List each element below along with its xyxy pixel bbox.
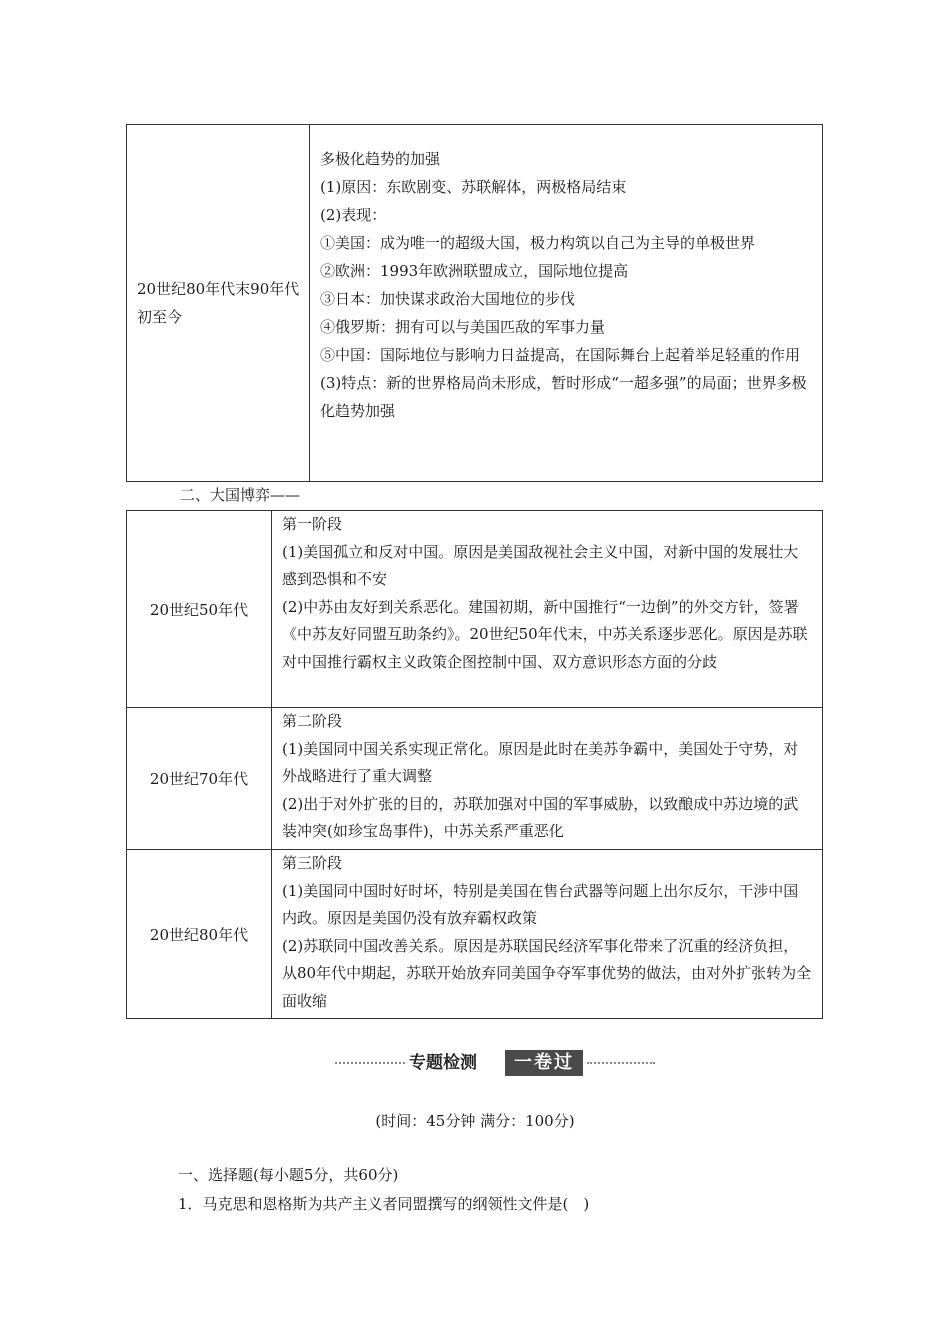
content-line: ③日本：加快谋求政治大国地位的步伐 <box>320 290 576 308</box>
table-row <box>127 511 823 708</box>
period-cell: 20世纪80年代末90年代初至今 <box>127 125 310 482</box>
content-item: (2)中苏由友好到关系恶化。建国初期，新中国推行“一边倒”的外交方针，签署《中苏友好同盟互助条约》。20世纪50年代末，中苏关系逐步恶化。原因是苏联对中国推行霸权主义政策企图控制中国、双方意识形态方面的分歧 <box>282 597 808 671</box>
stage-label: 第三阶段 <box>282 854 343 872</box>
stage-label: 第一阶段 <box>282 515 343 533</box>
content-line: (2)表现： <box>320 206 387 224</box>
table-row <box>127 708 823 850</box>
question-1: 1．马克思和恩格斯为共产主义者同盟撰写的纲领性文件是( ) <box>178 1195 590 1213</box>
content-item: (1)美国孤立和反对中国。原因是美国敌视社会主义中国，对新中国的发展壮大感到恐惧和不安 <box>282 542 799 589</box>
content-item: (1)美国同中国时好时坏，特别是美国在售台武器等问题上出尔反尔，干涉中国内政。原因是美国仍没有放弃霸权政策 <box>282 881 799 928</box>
section-title: 二、大国博弈—— <box>180 486 301 504</box>
content-line: 多极化趋势的加强 <box>320 150 441 168</box>
part-title: 一、选择题(每小题5分，共60分) <box>178 1166 399 1184</box>
content-line: (1)原因：东欧剧变、苏联解体，两极格局结束 <box>320 178 627 196</box>
banner-label: 专题检测 <box>409 1053 477 1073</box>
content-cell <box>272 850 823 1019</box>
content-cell <box>310 125 823 482</box>
content-line: (3)特点：新的世界格局尚未形成，暂时形成“一超多强”的局面；世界多极化趋势加强 <box>320 374 807 420</box>
content-line: ①美国：成为唯一的超级大国，极力构筑以自己为主导的单极世界 <box>320 234 756 252</box>
content-item: (1)美国同中国关系实现正常化。原因是此时在美苏争霸中，美国处于守势，对外战略进行了重大调整 <box>282 739 799 786</box>
banner-box: 一卷过 <box>505 1050 583 1076</box>
content-item: (2)苏联同中国改善关系。原因是苏联国民经济军事化带来了沉重的经济负担，从80年代中期起，苏联开始放弃同美国争夺军事优势的做法，由对外扩张转为全面收缩 <box>282 936 812 1010</box>
time-info: (时间：45分钟 满分：100分) <box>375 1112 575 1130</box>
test-banner <box>335 1050 655 1076</box>
table-row <box>127 850 823 1019</box>
content-line: ②欧洲：1993年欧洲联盟成立，国际地位提高 <box>320 262 629 280</box>
content-cell <box>272 708 823 850</box>
content-line: ④俄罗斯：拥有可以与美国匹敌的军事力量 <box>320 318 606 336</box>
table-multipolar <box>126 124 823 482</box>
table-great-powers <box>126 510 823 1019</box>
content-cell <box>272 511 823 708</box>
dotted-rule <box>335 1062 405 1066</box>
stage-label: 第二阶段 <box>282 712 343 730</box>
content-item: (2)出于对外扩张的目的，苏联加强对中国的军事威胁，以致酿成中苏边境的武装冲突(如珍宝岛事件)，中苏关系严重恶化 <box>282 794 799 841</box>
dotted-rule <box>587 1062 655 1066</box>
content-line: ⑤中国：国际地位与影响力日益提高，在国际舞台上起着举足轻重的作用 <box>320 346 801 364</box>
period-cell: 20世纪80年代 <box>127 850 272 1019</box>
period-cell: 20世纪70年代 <box>127 708 272 850</box>
period-cell: 20世纪50年代 <box>127 511 272 708</box>
